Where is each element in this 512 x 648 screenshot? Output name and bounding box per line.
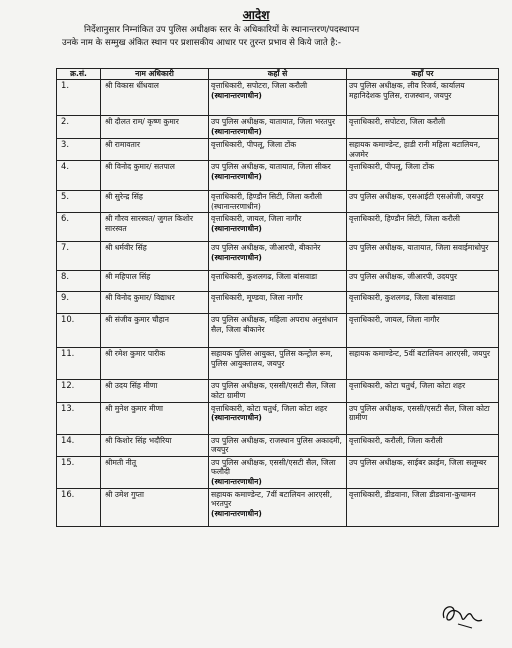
serial-number-cell: 14. bbox=[57, 434, 101, 456]
serial-number-cell: 4. bbox=[57, 161, 101, 191]
serial-number-cell: 9. bbox=[57, 292, 101, 314]
from-posting-text: उप पुलिस अधीक्षक, जीआरपी, बीकानेर bbox=[211, 243, 321, 253]
from-posting-text: वृत्ताधिकारी, हिण्डौन सिटी, जिला करौली (स्थानान्तरणाधीन) bbox=[211, 192, 322, 211]
to-posting-cell: वृत्ताधिकारी, सपोटरा, जिला करौली bbox=[347, 116, 499, 139]
signature-mark bbox=[438, 598, 484, 632]
table-row bbox=[57, 116, 499, 139]
officer-name-cell: श्री महिपाल सिंह bbox=[101, 271, 209, 292]
to-posting-cell: उप पुलिस अधीक्षक, लीव रिजर्व, कार्यालय महानिदेशक पुलिस, राजस्थान, जयपुर bbox=[347, 80, 499, 116]
table-header-row bbox=[57, 69, 499, 80]
under-transfer-note: (स्थानान्तरणाधीन) bbox=[211, 90, 262, 100]
serial-number-cell: 5. bbox=[57, 191, 101, 213]
from-posting-cell bbox=[209, 213, 347, 242]
table-row bbox=[57, 80, 499, 116]
under-transfer-note: (स्थानान्तरणाधीन) bbox=[211, 508, 262, 518]
officer-name-cell: श्री विकास धींधवाल bbox=[101, 80, 209, 116]
officer-name-cell: श्री उमेश गुप्ता bbox=[101, 488, 209, 526]
officer-name-cell: श्री धर्मवीर सिंह bbox=[101, 242, 209, 271]
officer-name-cell: श्री मुनेश कुमार मीणा bbox=[101, 402, 209, 434]
under-transfer-note: (स्थानान्तरणाधीन) bbox=[211, 252, 262, 262]
from-posting-cell bbox=[209, 402, 347, 434]
header-officer-name: नाम अधिकारी bbox=[101, 69, 209, 80]
serial-number-cell: 15. bbox=[57, 456, 101, 488]
to-posting-cell: वृत्ताधिकारी, करौली, जिला करौली bbox=[347, 434, 499, 456]
table-body bbox=[57, 80, 499, 527]
officer-name-cell: श्री उदय सिंह मीणा bbox=[101, 380, 209, 402]
from-posting-cell bbox=[209, 191, 347, 213]
table-row bbox=[57, 402, 499, 434]
from-posting-cell bbox=[209, 271, 347, 292]
from-posting-cell bbox=[209, 456, 347, 488]
from-posting-text: उप पुलिस अधीक्षक, एससी/एसटी सैल, जिला फलौदी bbox=[211, 457, 336, 477]
table-row bbox=[57, 139, 499, 161]
from-posting-text: वृत्ताधिकारी, कोटा चतुर्थ, जिला कोटा शहर bbox=[211, 403, 328, 413]
from-posting-text: उप पुलिस अधीक्षक, महिला अपराध अनुसंधान सैल, जिला बीकानेर bbox=[211, 315, 338, 334]
to-posting-cell: वृत्ताधिकारी, कोटा चतुर्थ, जिला कोटा शहर bbox=[347, 380, 499, 402]
header-from: कहाँ से bbox=[209, 69, 347, 80]
intro-paragraph bbox=[62, 24, 502, 50]
table-row bbox=[57, 213, 499, 242]
header-to: कहाँ पर bbox=[347, 69, 499, 80]
from-posting-cell bbox=[209, 292, 347, 314]
from-posting-text: वृत्ताधिकारी, मूण्डवा, जिला नागौर bbox=[211, 293, 303, 303]
intro-line-1: निर्देशानुसार निम्नांकित उप पुलिस अधीक्षक स्तर के अधिकारियों के स्थानान्तरण/पदस्थापन bbox=[84, 25, 360, 35]
table-row bbox=[57, 191, 499, 213]
table-row bbox=[57, 314, 499, 348]
table-row bbox=[57, 434, 499, 456]
serial-number-cell: 8. bbox=[57, 271, 101, 292]
officer-name-cell: श्री संजीव कुमार चौहान bbox=[101, 314, 209, 348]
from-posting-text: वृत्ताधिकारी, कुशलगढ, जिला बांसवाडा bbox=[211, 272, 318, 282]
serial-number-cell: 10. bbox=[57, 314, 101, 348]
from-posting-cell bbox=[209, 348, 347, 380]
officer-name-cell: श्री सुरेन्द्र सिंह bbox=[101, 191, 209, 213]
serial-number-cell: 6. bbox=[57, 213, 101, 242]
to-posting-cell: वृत्ताधिकारी, पीपलू, जिला टोंक bbox=[347, 161, 499, 191]
officer-name-cell: श्रीमती नीतू bbox=[101, 456, 209, 488]
serial-number-cell: 3. bbox=[57, 139, 101, 161]
from-posting-cell bbox=[209, 434, 347, 456]
under-transfer-note: (स्थानान्तरणाधीन) bbox=[211, 476, 262, 486]
transfer-table bbox=[56, 68, 499, 527]
from-posting-cell bbox=[209, 80, 347, 116]
table-row bbox=[57, 271, 499, 292]
to-posting-cell: उप पुलिस अधीक्षक, साईबर क्राईम, जिला सलूम्बर bbox=[347, 456, 499, 488]
table-row bbox=[57, 161, 499, 191]
under-transfer-note: (स्थानान्तरणाधीन) bbox=[211, 223, 262, 233]
table-row bbox=[57, 292, 499, 314]
from-posting-cell bbox=[209, 314, 347, 348]
table-row bbox=[57, 456, 499, 488]
from-posting-text: वृत्ताधिकारी, जायल, जिला नागौर bbox=[211, 214, 302, 224]
table-row bbox=[57, 348, 499, 380]
header-serial: क्र.सं. bbox=[57, 69, 101, 80]
from-posting-cell bbox=[209, 161, 347, 191]
to-posting-cell: सहायक कमाण्डेन्ट, 5वीं बटालियन आरएसी, जयपुर bbox=[347, 348, 499, 380]
serial-number-cell: 13. bbox=[57, 402, 101, 434]
under-transfer-note: (स्थानान्तरणाधीन) bbox=[211, 413, 262, 423]
from-posting-text: उप पुलिस अधीक्षक, यातायात, जिला सीकर bbox=[211, 162, 331, 172]
from-posting-text: उप पुलिस अधीक्षक, यातायात, जिला भरतपुर bbox=[211, 117, 335, 126]
from-posting-cell bbox=[209, 380, 347, 402]
serial-number-cell: 7. bbox=[57, 242, 101, 271]
from-posting-text: सहायक पुलिस आयुक्त, पुलिस कन्ट्रोल रूम, पुलिस आयुक्तालय, जयपुर bbox=[211, 349, 333, 368]
from-posting-text: उप पुलिस अधीक्षक, राजस्थान पुलिस अकादमी, जयपुर bbox=[211, 435, 342, 455]
to-posting-cell: उप पुलिस अधीक्षक, एसआईटी एसओजी, जयपुर bbox=[347, 191, 499, 213]
to-posting-cell: वृत्ताधिकारी, डीडवाना, जिला डीडवाना-कुचामन bbox=[347, 488, 499, 526]
table-row bbox=[57, 380, 499, 402]
to-posting-cell: उप पुलिस अधीक्षक, यातायात, जिला सवाईमाधोपुर bbox=[347, 242, 499, 271]
serial-number-cell: 16. bbox=[57, 488, 101, 526]
to-posting-cell: उप पुलिस अधीक्षक, जीआरपी, उदयपुर bbox=[347, 271, 499, 292]
from-posting-cell bbox=[209, 139, 347, 161]
from-posting-text: वृत्ताधिकारी, सपोटरा, जिला करौली bbox=[211, 81, 308, 90]
from-posting-cell bbox=[209, 242, 347, 271]
serial-number-cell: 11. bbox=[57, 348, 101, 380]
from-posting-cell bbox=[209, 488, 347, 526]
officer-name-cell: श्री विनोद कुमार/ सतपाल bbox=[101, 161, 209, 191]
to-posting-cell: सहायक कमाण्डेन्ट, हाडी रानी महिला बटालियन, अजमेर bbox=[347, 139, 499, 161]
officer-name-cell: श्री किशोर सिंह भदौरिया bbox=[101, 434, 209, 456]
intro-line-2: उनके नाम के सम्मुख अंकित स्थान पर प्रशासकीय आधार पर तुरन्त प्रभाव से किये जाते है:- bbox=[62, 38, 342, 48]
under-transfer-note: (स्थानान्तरणाधीन) bbox=[211, 126, 262, 136]
document-title: आदेश bbox=[242, 8, 270, 22]
officer-name-cell: श्री गौरव सारस्वत/ जुगल किशोर सारस्वत bbox=[101, 213, 209, 242]
table-row bbox=[57, 488, 499, 526]
to-posting-cell: उप पुलिस अधीक्षक, एससी/एसटी सैल, जिला कोटा ग्रामीण bbox=[347, 402, 499, 434]
from-posting-text: सहायक कमाण्डेन्ट, 7वीं बटालियन आरएसी, भरतपुर bbox=[211, 489, 333, 509]
officer-name-cell: श्री रमेश कुमार पारीक bbox=[101, 348, 209, 380]
to-posting-cell: वृत्ताधिकारी, हिण्डौन सिटी, जिला करौली bbox=[347, 213, 499, 242]
officer-name-cell: श्री रामावतार bbox=[101, 139, 209, 161]
from-posting-cell bbox=[209, 116, 347, 139]
officer-name-cell: श्री दौलत राम/ कृष्ण कुमार bbox=[101, 116, 209, 139]
table-row bbox=[57, 242, 499, 271]
from-posting-text: वृत्ताधिकारी, पीपलू, जिला टोंक bbox=[211, 140, 297, 149]
serial-number-cell: 1. bbox=[57, 80, 101, 116]
officer-name-cell: श्री विनोद कुमार/ विद्याधर bbox=[101, 292, 209, 314]
serial-number-cell: 12. bbox=[57, 380, 101, 402]
to-posting-cell: वृत्ताधिकारी, जायल, जिला नागौर bbox=[347, 314, 499, 348]
to-posting-cell: वृत्ताधिकारी, कुशलगढ, जिला बांसवाडा bbox=[347, 292, 499, 314]
under-transfer-note: (स्थानान्तरणाधीन) bbox=[211, 171, 262, 181]
from-posting-text: उप पुलिस अधीक्षक, एससी/एसटी सैल, जिला कोटा ग्रामीण bbox=[211, 381, 336, 400]
serial-number-cell: 2. bbox=[57, 116, 101, 139]
